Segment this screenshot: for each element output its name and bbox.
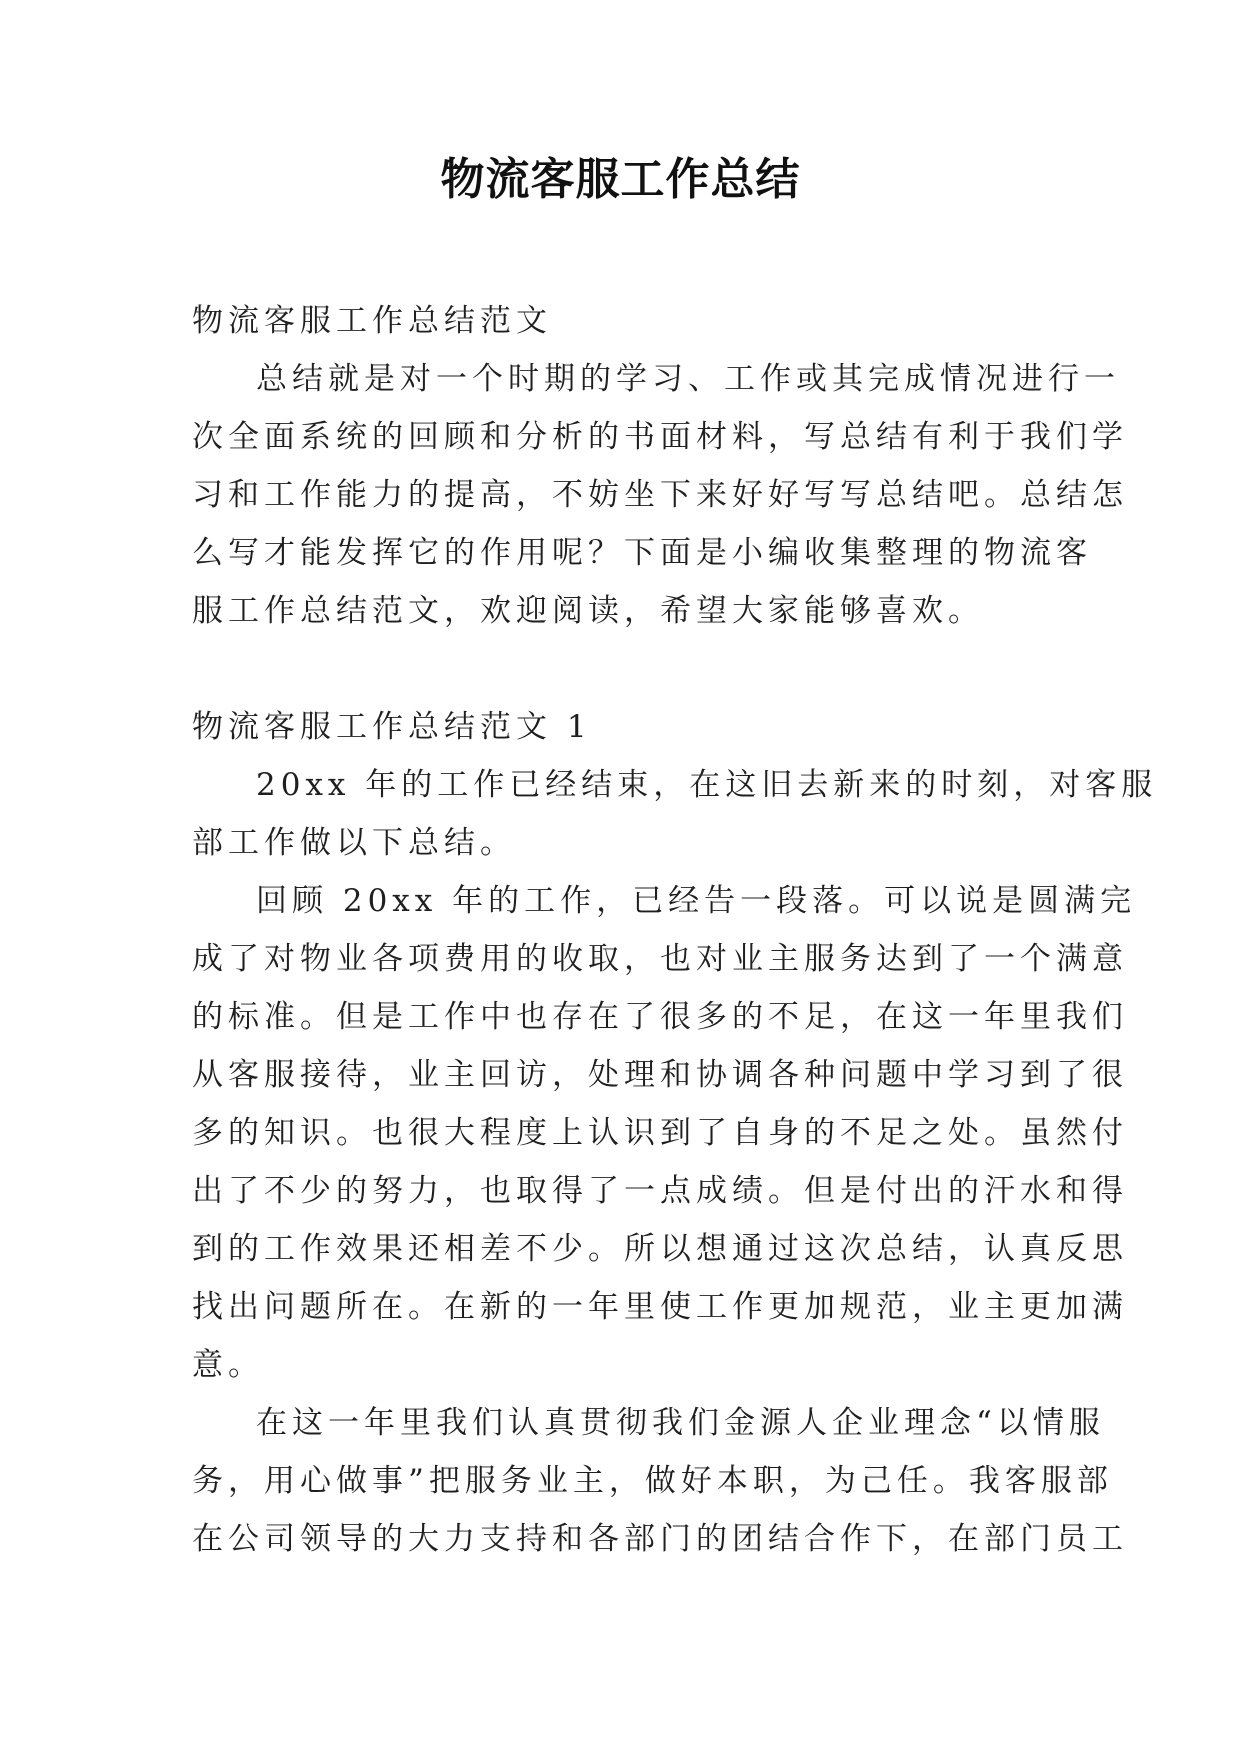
text-line: 习和工作能力的提高，不妨坐下来好好写写总结吧。总结怎 [192, 477, 1128, 513]
text-line: 在这一年里我们认真贯彻我们金源人企业理念“以情服 [256, 1405, 1105, 1441]
text-line: 意。 [192, 1347, 264, 1383]
text-line: 服工作总结范文，欢迎阅读，希望大家能够喜欢。 [192, 593, 984, 629]
text-line: 20xx 年的工作已经结束，在这旧去新来的时刻，对客服 [256, 767, 1158, 803]
document-body [192, 292, 1158, 1568]
text-line: 在公司领导的大力支持和各部门的团结合作下，在部门员工 [192, 1521, 1128, 1557]
text-line: 次全面系统的回顾和分析的书面材料，写总结有利于我们学 [192, 419, 1128, 455]
document-title: 物流客服工作总结 [440, 154, 801, 205]
text-line: 出了不少的努力，也取得了一点成绩。但是付出的汗水和得 [192, 1173, 1128, 1209]
paragraph-spacer [192, 640, 1058, 698]
text-line: 回顾 20xx 年的工作，已经告一段落。可以说是圆满完 [256, 883, 1137, 919]
text-line: 从客服接待，业主回访，处理和协调各种问题中学习到了很 [192, 1057, 1128, 1093]
text-line: 物流客服工作总结范文 [192, 303, 552, 339]
text-line: 的标准。但是工作中也存在了很多的不足，在这一年里我们 [192, 999, 1128, 1035]
text-line: 务，用心做事”把服务业主，做好本职，为己任。我客服部 [192, 1463, 1113, 1499]
text-line: 物流客服工作总结范文 1 [192, 709, 592, 745]
text-line: 么写才能发挥它的作用呢？下面是小编收集整理的物流客 [192, 535, 1092, 571]
text-line: 总结就是对一个时期的学习、工作或其完成情况进行一 [256, 361, 1120, 397]
text-line: 成了对物业各项费用的收取，也对业主服务达到了一个满意 [192, 941, 1128, 977]
text-line: 部工作做以下总结。 [192, 825, 516, 861]
text-line: 到的工作效果还相差不少。所以想通过这次总结，认真反思 [192, 1231, 1128, 1267]
text-line: 找出问题所在。在新的一年里使工作更加规范，业主更加满 [192, 1289, 1128, 1325]
text-line: 多的知识。也很大程度上认识到了自身的不足之处。虽然付 [192, 1115, 1128, 1151]
